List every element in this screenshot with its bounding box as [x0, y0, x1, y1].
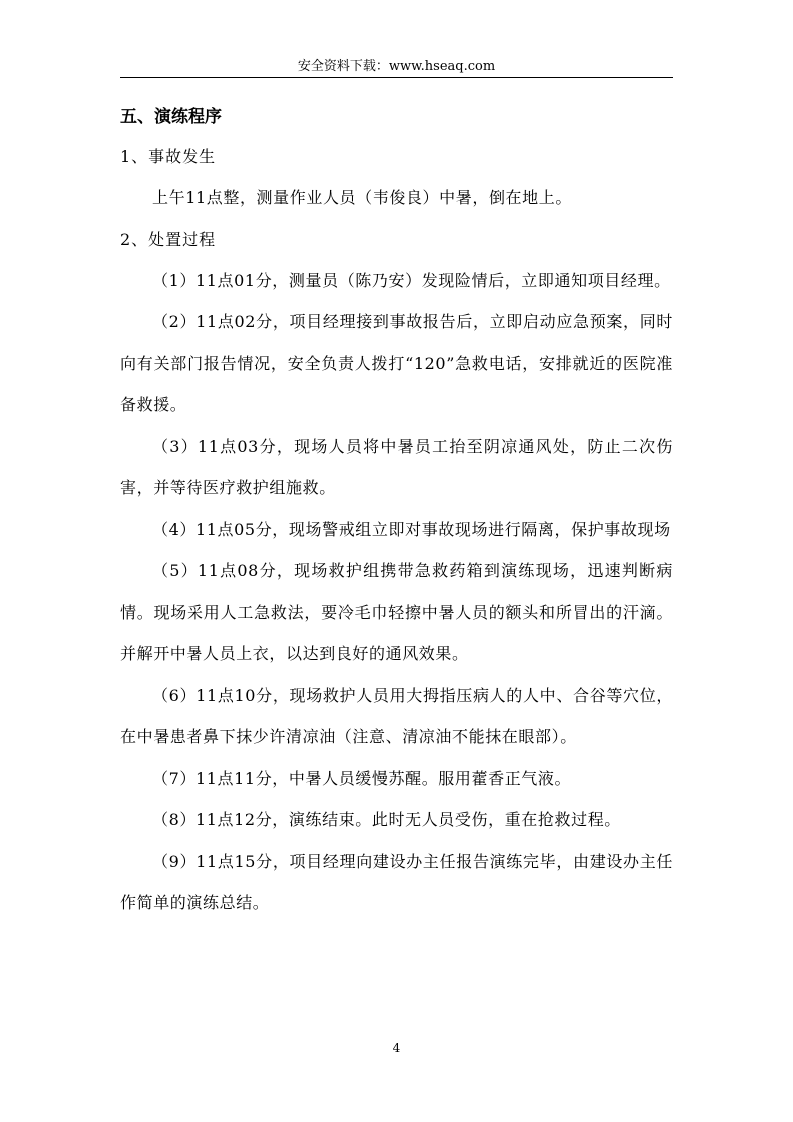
subsection-title-handling: 2、处置过程 [120, 229, 217, 249]
subsection-title-incident: 1、事故发生 [120, 147, 217, 166]
paragraph: （1）11点01分，测量员（陈乃安）发现险情后，立即通知项目经理。 [152, 270, 671, 290]
header-divider [120, 77, 673, 78]
document-body [120, 100, 673, 924]
paragraph: 上午11点整，测量作业人员（韦俊良）中暑，倒在地上。 [152, 188, 572, 207]
section-title: 五、演练程序 [120, 107, 222, 127]
page-header: 安全资料下载：www.hseaq.com [297, 59, 496, 74]
paragraph: （4）11点05分，现场警戒组立即对事故现场进行隔离，保护事故现场 [152, 519, 671, 539]
page-number: 4 [392, 1041, 401, 1055]
paragraph: （5）11点08分，现场救护组携带急救药箱到演练现场，迅速判断病情。现场采用人工急救法，要冷毛巾轻擦中暑人员的额头和所冒出的汗滴。并解开中暑人员上衣，以达到良好的通风效果。 [120, 561, 673, 663]
paragraph: （9）11点15分，项目经理向建设办主任报告演练完毕，由建设办主任作简单的演练总结。 [120, 851, 673, 912]
paragraph: （6）11点10分，现场救护人员用大拇指压病人的人中、合谷等穴位，在中暑患者鼻下抹少许清凉油（注意、清凉油不能抹在眼部）。 [120, 685, 673, 746]
paragraph: （3）11点03分，现场人员将中暑员工抬至阴凉通风处，防止二次伤害，并等待医疗救护组施救。 [120, 436, 673, 497]
paragraph: （7）11点11分，中暑人员缓慢苏醒。服用藿香正气液。 [152, 768, 572, 788]
paragraph: （8）11点12分，演练结束。此时无人员受伤，重在抢救过程。 [152, 810, 621, 829]
paragraph: （2）11点02分，项目经理接到事故报告后，立即启动应急预案，同时向有关部门报告情况，安全负责人拨打“120”急救电话，安排就近的医院准备救援。 [120, 312, 673, 414]
